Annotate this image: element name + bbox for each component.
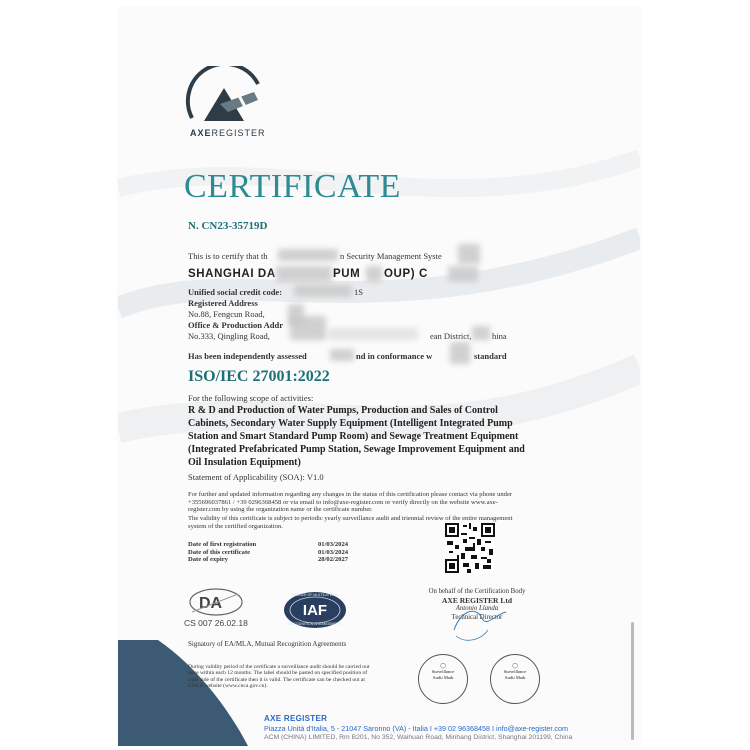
corner-decoration (118, 640, 248, 746)
soa-version: Statement of Applicability (SOA): V1.0 (188, 472, 324, 482)
footer-brand: AXE REGISTER (264, 714, 328, 723)
signatory-role: Technical Director (451, 613, 503, 621)
stamp-icon: ◯ (440, 664, 446, 669)
scope-of-activities: R & D and Production of Water Pumps, Production and Sales of Control Cabinets, Secondary Water Supply Equipment (Intelligent Integrated Pump Station and Smart Standard Pump Room) and Sewage Treatment Equipment (Integrated Prefabricated Pump Station, Sewage Improvement Equipment and Oil Insulation Equipment) (188, 405, 525, 468)
redaction-blur (278, 249, 338, 261)
redaction-blur (472, 326, 490, 340)
svg-text:DA: DA (199, 595, 223, 612)
intro-text-end: n Security Management Syste (340, 251, 442, 261)
company-name-part1: SHANGHAI DA (188, 268, 276, 280)
redaction-blur (290, 316, 326, 340)
date-row: Date of first registration 01/03/2024 (188, 541, 349, 548)
redaction-blur (448, 266, 478, 282)
footer-china-office: ACM (CHINA) LIMITED, Rm B201, No 352, Waihuan Road, Minhang District, Shanghai 201199, China (264, 734, 573, 741)
footer-address: Piazza Unità d'Italia, 5 - 21047 Saronno (VA) - Italia I +39 02 96368458 I info@axe-register.com (264, 724, 568, 733)
company-name-part2: PUM (333, 268, 361, 280)
stamp-icon: ◯ (512, 664, 518, 669)
iaf-logo (282, 590, 348, 630)
redaction-blur (294, 285, 352, 297)
date-row: Date of this certificate 01/03/2024 (188, 548, 349, 556)
surveillance-stamp-2 (490, 654, 540, 704)
certificate-sheet (118, 8, 640, 746)
iaf-text: IAF (302, 602, 328, 619)
office-address-label: Office & Production Addr (188, 320, 283, 330)
certificate-title: CERTIFICATE (184, 168, 401, 205)
date-row: Date of expiry 28/02/2027 (188, 556, 349, 564)
certificate-number: N. CN23-35719D (188, 220, 268, 232)
redaction-blur (276, 266, 332, 282)
credit-code-tail: 1S (354, 287, 363, 297)
axe-register-logo (184, 66, 274, 146)
scope-intro: For the following scope of activities: (188, 393, 314, 403)
assessed-text-mid: nd in conformance w (356, 351, 433, 361)
signatory-name: Antonio Llanda (455, 605, 499, 612)
on-behalf-text: On behalf of the Certification Body (428, 588, 526, 595)
credit-code-label: Unified social credit code: (188, 287, 283, 297)
scrollbar[interactable] (631, 622, 634, 740)
registered-address-label: Registered Address (188, 298, 258, 308)
surveillance-text: During validity period of the certificate a surveillance audit should be carried out once within each 12 months. The label should be pasted on specified position of right side of the certificate then it is valid. The certificate can be checked out at CNCA website (www.cnca.gov.cn). (188, 664, 370, 690)
surveillance-stamp-1 (418, 654, 468, 704)
signatory-text: Signatory of EA/MLA, Mutual Recognition Agreements (188, 640, 347, 648)
logo-wordmark: AXEREGISTER (190, 128, 266, 138)
redaction-blur (328, 328, 418, 340)
stamp-label: Surveillance Audit Mark (503, 669, 527, 680)
redaction-blur (458, 244, 480, 264)
signature-stroke (436, 600, 526, 642)
office-address-end: hina (492, 331, 507, 341)
redaction-blur (366, 266, 382, 282)
iaf-ring-top: MEMBER OF MULTILATERAL (291, 593, 339, 597)
certification-body-name: AXE REGISTER Ltd (441, 595, 513, 605)
contact-info-text: For further and updated information regarding any changes in the status of this certification please contact via phone under +355696037861 / +39 0296368458 or via email to info@axe-register.com or verify directly on the website www.axe-register.com by using the organization name or the certificate number. (188, 491, 513, 514)
redaction-blur (330, 349, 354, 361)
office-address-start: No.333, Qingling Road, (188, 331, 270, 341)
assessed-text-end: standard (474, 351, 507, 361)
redaction-blur (450, 342, 470, 364)
assessed-text-start: Has been independently assessed (188, 351, 307, 361)
dates-table (188, 541, 368, 564)
da-accreditation-logo (186, 586, 246, 620)
company-name-part3: OUP) C (384, 268, 428, 280)
logo-mark-icon (184, 66, 274, 136)
da-code: CS 007 26.02.18 (184, 618, 248, 628)
registered-address: No.88, Fengcun Road, (188, 309, 265, 319)
intro-text-start: This is to certify that th (188, 251, 268, 261)
iaf-ring-bottom: RECOGNITION ARRANGEMENT (288, 622, 342, 626)
standard-name: ISO/IEC 27001:2022 (188, 368, 330, 385)
office-address-mid: ean District, (430, 331, 472, 341)
stamp-label: Surveillance Audit Mark (431, 669, 455, 680)
validity-text: The validity of this certificate is subject to periodic yearly surveillance audit and triennial review of the entire management system of the certified organization. (188, 515, 513, 530)
qr-code[interactable] (445, 523, 495, 573)
